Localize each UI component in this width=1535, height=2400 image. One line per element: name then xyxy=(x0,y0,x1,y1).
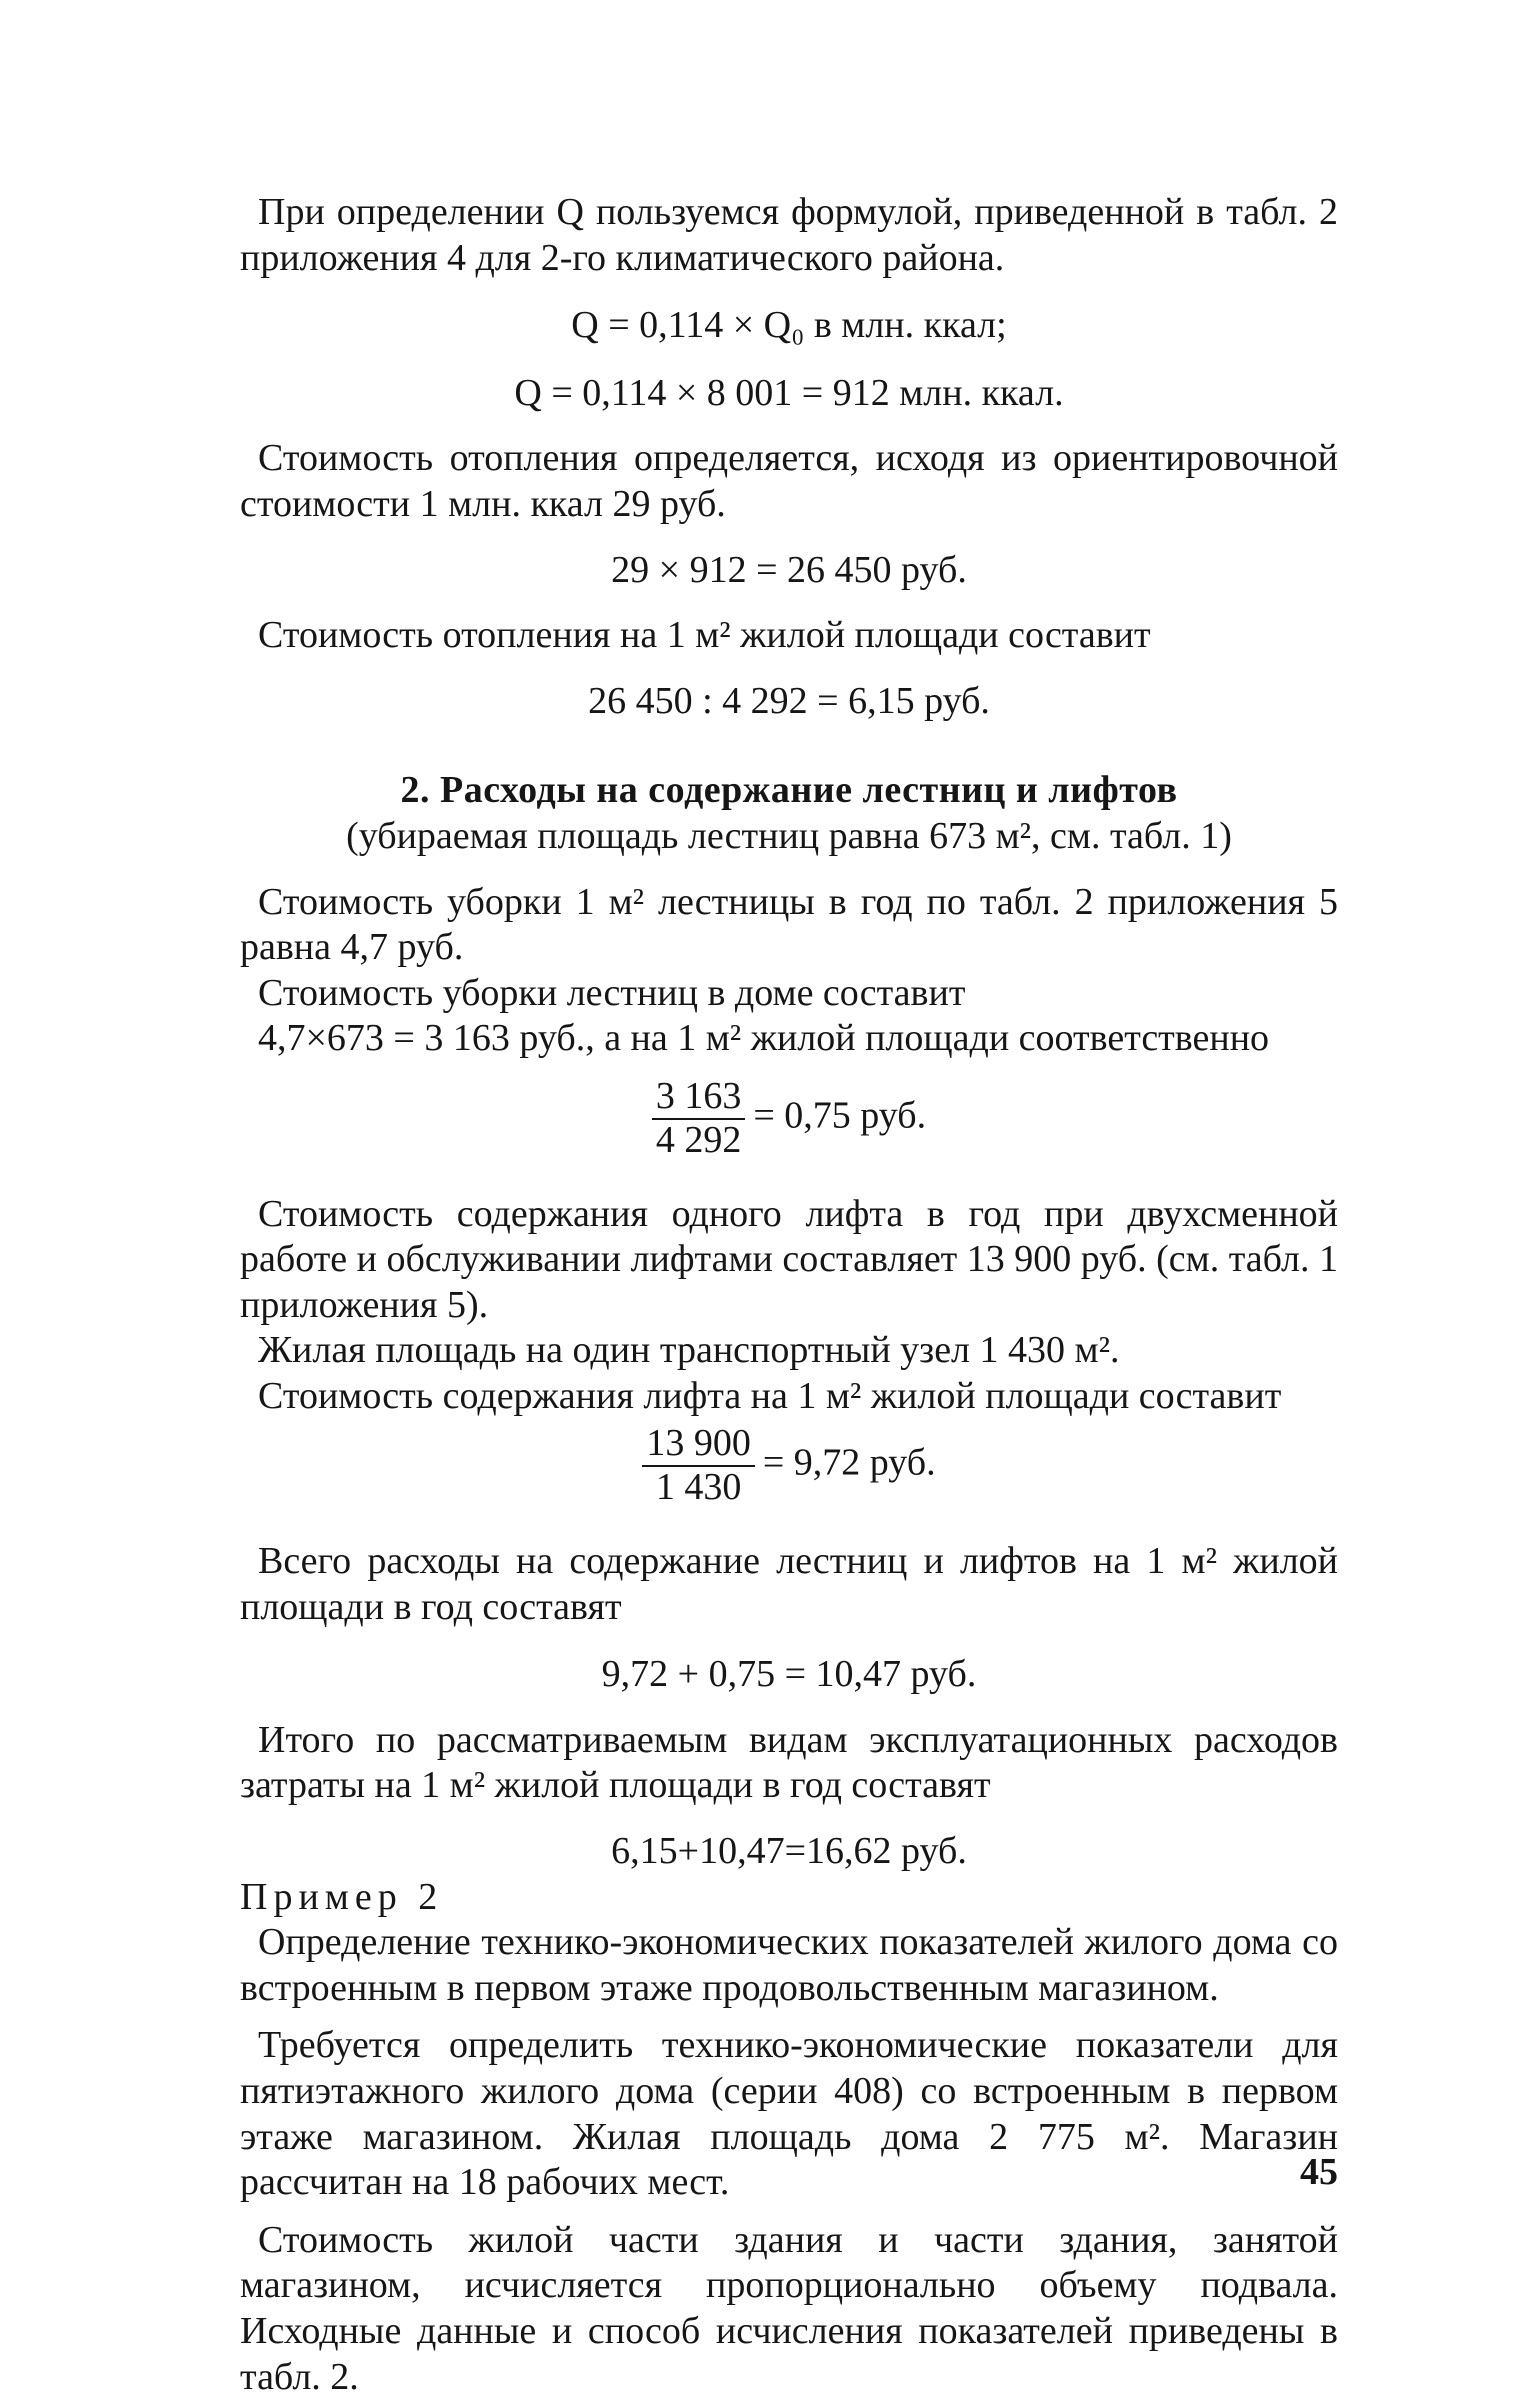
paragraph-lift-cost: Стоимость содержания одного лифта в год при двухсменной работе и обслуживании лифтами составляет 13 900 руб. (см. табл. 1 приложения 5). xyxy=(240,1192,1338,1326)
fraction-result: = 0,75 руб. xyxy=(753,1094,927,1137)
section-subheading: (убираемая площадь лестниц равна 673 м², см. табл. 1) xyxy=(346,814,1232,857)
equation-total-stairs-lifts: 9,72 + 0,75 = 10,47 руб. xyxy=(601,1653,977,1696)
fraction-denominator: 4 292 xyxy=(652,1118,746,1162)
equation-q-value: Q = 0,114 × 8 001 = 912 млн. ккал. xyxy=(514,371,1064,414)
equation-q-formula: Q = 0,114 × Q₀ в млн. ккал; xyxy=(571,304,1007,347)
paragraph-grand-total: Итого по рассматриваемым видам эксплуатационных расходов затраты на 1 м² жилой площади в год составят xyxy=(240,1718,1338,1807)
fraction-numerator: 3 163 xyxy=(655,1074,742,1117)
fraction-stair xyxy=(652,1076,746,1162)
paragraph-example-task: Требуется определить технико-экономические показатели для пятиэтажного жилого дома (серии 408) со встроенным в первом этаже магазином. Жилая площадь дома 2 775 м². Магазин рассчитан на 18 рабочих мест. xyxy=(240,2024,1338,2204)
fraction-result: = 9,72 руб. xyxy=(762,1441,936,1484)
fraction-lift xyxy=(642,1423,755,1509)
section-heading: 2. Расходы на содержание лестниц и лифтов xyxy=(400,769,1178,812)
paragraph-stair-total: 4,7×673 = 3 163 руб., а на 1 м² жилой площади соответственно xyxy=(258,1017,1270,1060)
paragraph-example-method: Стоимость жилой части здания и части здания, занятой магазином, исчисляется пропорционально объему подвала. Исходные данные и способ исчисления показателей приведены в табл. 2. xyxy=(240,2218,1338,2398)
equation-heating-total: 29 × 912 = 26 450 руб. xyxy=(611,548,967,591)
paragraph-stair-total-intro: Стоимость уборки лестниц в доме составит xyxy=(258,971,966,1014)
paragraph-heating-cost: Стоимость отопления определяется, исходя из ориентировочной стоимости 1 млн. ккал 29 руб. xyxy=(240,437,1338,525)
equation-lift-per-m2 xyxy=(240,1423,1338,1509)
paragraph-example-title: Определение технико-экономических показателей жилого дома со встроенным в первом этаже продовольственным магазином. xyxy=(240,1921,1338,2009)
page-number: 45 xyxy=(1300,2151,1338,2193)
example-label: Пример 2 xyxy=(240,1875,444,1918)
paragraph-stair-cleaning: Стоимость уборки 1 м² лестницы в год по табл. 2 приложения 5 равна 4,7 руб. xyxy=(240,880,1338,969)
paragraph-heating-formula: При определении Q пользуемся формулой, приведенной в табл. 2 приложения 4 для 2-го климатического района. xyxy=(240,191,1338,279)
equation-stair-per-m2 xyxy=(240,1076,1338,1162)
equation-heating-per-m2: 26 450 : 4 292 = 6,15 руб. xyxy=(588,679,990,722)
fraction-numerator: 13 900 xyxy=(646,1422,751,1465)
paragraph-total-stairs-lifts: Всего расходы на содержание лестниц и лифтов на 1 м² жилой площади в год составят xyxy=(240,1540,1338,1628)
fraction-denominator: 1 430 xyxy=(642,1465,755,1509)
equation-grand-total: 6,15+10,47=16,62 руб. xyxy=(611,1830,967,1873)
paragraph-heating-per-m2: Стоимость отопления на 1 м² жилой площади составит xyxy=(258,614,1151,657)
page-content xyxy=(240,190,1338,2400)
paragraph-lift-area: Жилая площадь на один транспортный узел 1 430 м². xyxy=(258,1329,1120,1372)
paragraph-lift-per-m2: Стоимость содержания лифта на 1 м² жилой площади составит xyxy=(258,1374,1282,1417)
